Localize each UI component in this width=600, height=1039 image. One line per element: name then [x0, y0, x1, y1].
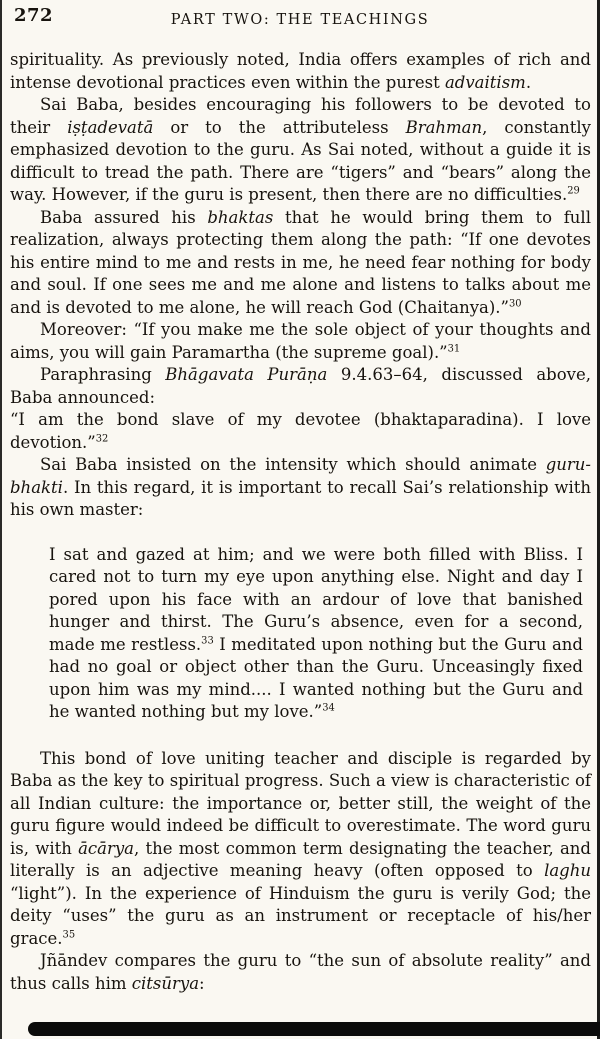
text-run: Brahman [405, 117, 483, 137]
paragraph [10, 207, 591, 320]
running-head: PART TWO: THE TEACHINGS [170, 12, 430, 28]
paragraph [10, 94, 591, 207]
text-run: Bhāgavata Purāṇa [165, 365, 328, 384]
paragraph [10, 364, 591, 409]
footnote-ref: 32 [95, 433, 109, 444]
paragraph [10, 49, 591, 94]
text-run: This bond of love uniting teacher and disciple is regarded by Baba as the key to spiritual progress. Such a view is characteristic of all Indian culture: the importance or, better still, the weight of the guru figure would indeed be difficult to overestimate. The word guru is, with [10, 748, 591, 858]
footnote-ref: 31 [447, 343, 461, 354]
text-run: I meditated upon nothing but the Guru and had no goal or object other than the Guru. Unceasingly fixed upon him was my mind.... I wanted nothing but the Guru and he wanted nothing but my love.” [49, 634, 583, 721]
block-quote [49, 544, 583, 724]
text-run: Jñāndev compares the guru to “the sun of absolute reality” and thus calls him [10, 951, 591, 993]
footnote-ref: 34 [322, 702, 335, 714]
page-header [0, 0, 600, 41]
text-run: Paraphrasing [40, 365, 166, 384]
scan-edge-bottom [28, 1022, 600, 1036]
text-run: spirituality. As previously noted, India offers examples of rich and intense devotional practices even within the purest [10, 50, 591, 92]
text-run: Sai Baba insisted on the intensity which should animate [40, 455, 546, 474]
paragraph [10, 748, 591, 951]
text-run: 9.4.63–64, discussed above, Baba announced: [10, 365, 592, 407]
footnote-ref: 30 [508, 298, 522, 309]
text-run: . [525, 72, 532, 92]
text-run: “I am the bond slave of my devotee (bhaktaparadina). I love devotion.” [10, 410, 591, 452]
text-run: I sat and gazed at him; and we were both filled with Bliss. I cared not to turn my eye upon anything else. Night and day I pored upon his face with an ardour of love that banished hunger and thirst. The Guru’s absence, even for a second, made me restless. [49, 544, 583, 654]
text-run: that he would bring them to full realization, always protecting them along the path: “If one devotes his entire mind to me and rests in me, he need fear nothing for body and soul. If one sees me and me alone and listens to talks about me and is devoted to me alone, he will reach God (Chaitanya).” [10, 207, 591, 317]
text-run: ācārya [78, 838, 135, 858]
text-run: : [199, 973, 205, 993]
text-run: iṣṭadevatā [67, 117, 154, 137]
text-run: advaitism [444, 72, 526, 92]
footnote-ref: 35 [62, 929, 76, 940]
scan-edge-left [0, 0, 2, 1039]
text-run: citsūrya [131, 973, 200, 993]
text-body [0, 41, 600, 995]
page-number: 272 [14, 5, 54, 26]
text-run: laghu [544, 861, 591, 880]
text-run: , the most common term designating the teacher, and literally is an adjective meaning heavy (often opposed to [10, 838, 591, 880]
text-run: , constantly emphasized devotion to the guru. As Sai noted, without a guide it is difficult to tread the path. There are “tigers” and “bears” along the way. However, if the guru is present, then there are no difficulties. [10, 117, 591, 204]
footnote-ref: 33 [201, 635, 214, 646]
text-run: Baba assured his [40, 207, 208, 227]
text-run: Sai Baba, besides encouraging his followers to be devoted to their [10, 95, 591, 137]
paragraph [10, 409, 591, 454]
text-run: guru-bhakti [10, 455, 591, 497]
paragraph [10, 950, 591, 995]
footnote-ref: 29 [567, 185, 580, 197]
text-run: “light”). In the experience of Hinduism the guru is verily God; the deity “uses” the guru as an instrument or receptacle of his/her grace. [10, 883, 591, 948]
text-run: or to the attributeless [153, 117, 406, 137]
text-run: Moreover: “If you make me the sole object of your thoughts and aims, you will gain Paramartha (the supreme goal).” [10, 320, 591, 362]
text-run: . In this regard, it is important to recall Sai’s relationship with his own master: [10, 477, 591, 519]
text-run: bhaktas [207, 207, 274, 227]
paragraph [10, 319, 591, 364]
paragraph [10, 454, 591, 522]
